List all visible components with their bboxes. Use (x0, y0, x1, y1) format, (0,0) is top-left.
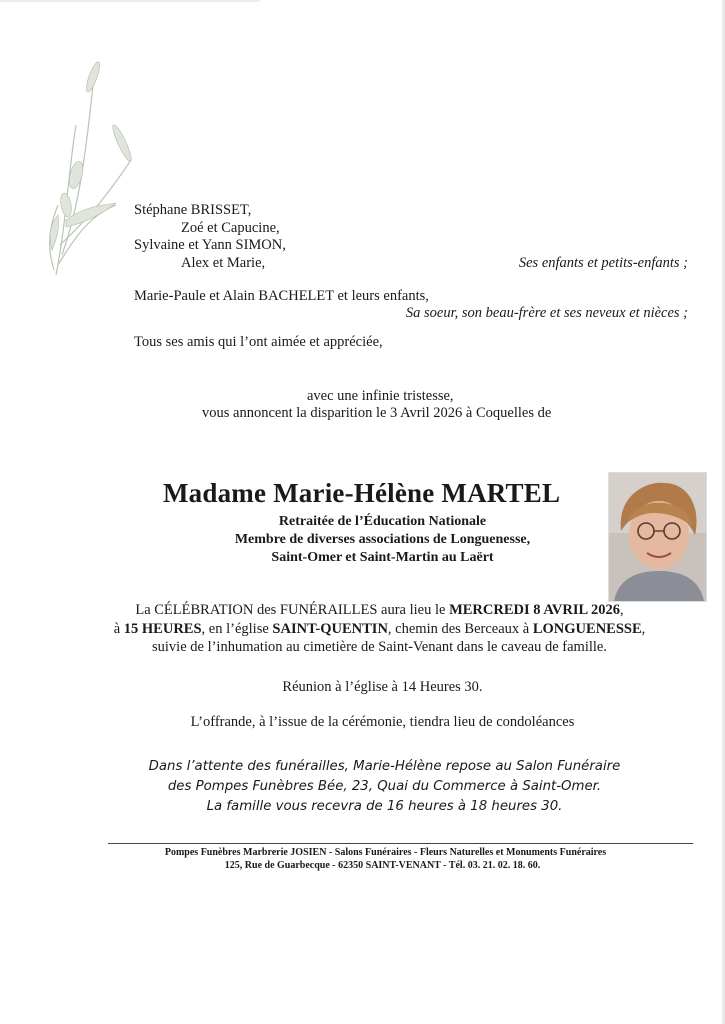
ceremony-church: SAINT-QUENTIN (272, 621, 388, 637)
deceased-name: Madame Marie-Hélène MARTEL (163, 478, 561, 508)
ceremony-date: MERCREDI 8 AVRIL 2026 (449, 602, 621, 618)
salon-line-1: Dans l’attente des funérailles, Marie-Hélène repose au Salon Funéraire (148, 759, 621, 774)
ceremony-text-2c: , en l’église (201, 621, 273, 637)
relation-sister: Sa soeur, son beau-frère et ses neveux et nièces ; (405, 305, 688, 321)
family-line-2: Zoé et Capucine, (181, 220, 280, 236)
announce-line-2: vous annoncent la disparition le 3 Avril 2026 à Coquelles de (202, 405, 552, 421)
footer-divider (108, 843, 693, 844)
offering-line: L’offrande, à l’issue de la cérémonie, tiendra lieu de condoléances (190, 714, 575, 730)
ceremony-text-2g: , (641, 621, 646, 637)
ceremony-text-1c: , (620, 602, 624, 618)
ceremony-text-2a: à (113, 621, 124, 637)
ceremony-time: 15 HEURES (123, 621, 202, 637)
announce-line-1: avec une infinie tristesse, (307, 388, 454, 404)
deceased-detail-2: Membre de diverses associations de Longuenesse, (234, 532, 531, 547)
scan-top-edge (0, 0, 260, 2)
wheat-illustration (36, 55, 146, 280)
ceremony-city: LONGUENESSE (532, 621, 642, 637)
portrait-photo (608, 472, 707, 602)
relation-children: Ses enfants et petits-enfants ; (518, 255, 688, 271)
family-line-1: Stéphane BRISSET, (134, 202, 252, 218)
meeting-line: Réunion à l’église à 14 Heures 30. (282, 679, 483, 695)
ceremony-text-1a: La CÉLÉBRATION des FUNÉRAILLES aura lieu le (135, 602, 450, 618)
salon-line-2: des Pompes Funèbres Bée, 23, Quai du Commerce à Saint-Omer. (167, 779, 602, 794)
ceremony-line-1 (17, 601, 725, 620)
footer-line-1: Pompes Funèbres Marbrerie JOSIEN - Salons Funéraires - Fleurs Naturelles et Monuments Funéraires (164, 847, 607, 858)
deceased-detail-3: Saint-Omer et Saint-Martin au Laërt (271, 550, 494, 565)
salon-line-3: La famille vous recevra de 16 heures à 18 heures 30. (206, 799, 563, 814)
ceremony-line-3: suivie de l’inhumation au cimetière de Saint-Venant dans le caveau de famille. (152, 639, 607, 655)
family-line-4: Alex et Marie, (181, 255, 266, 271)
footer-line-2: 125, Rue de Guarbecque - 62350 SAINT-VENANT - Tél. 03. 21. 02. 18. 60. (224, 860, 541, 871)
family-line-sister: Marie-Paule et Alain BACHELET et leurs enfants, (134, 288, 429, 304)
ceremony-text-2e: , chemin des Berceaux à (387, 621, 533, 637)
deceased-detail-1: Retraitée de l’Éducation Nationale (278, 514, 487, 529)
ceremony-line-2 (17, 620, 725, 639)
family-line-friends: Tous ses amis qui l’ont aimée et appréciée, (134, 334, 383, 350)
family-line-3: Sylvaine et Yann SIMON, (134, 237, 286, 253)
